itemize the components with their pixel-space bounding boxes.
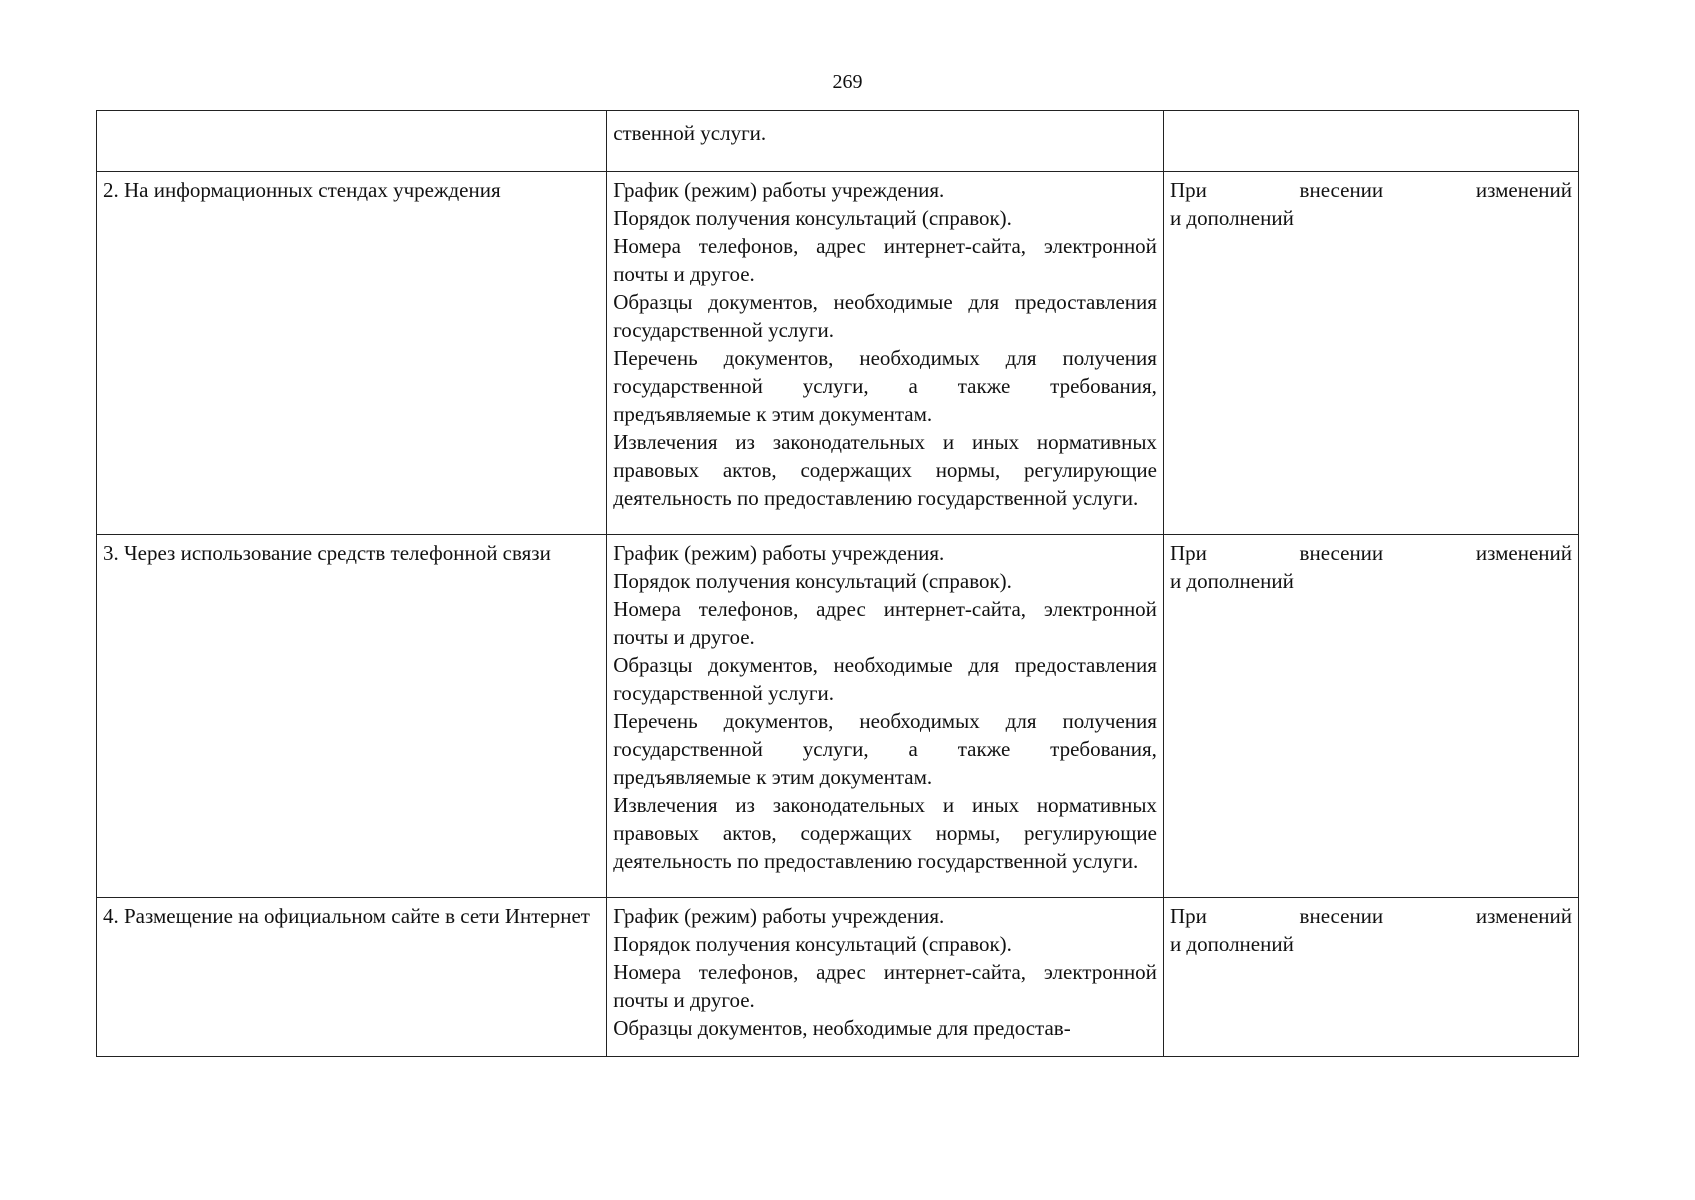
method-text: 4. Размещение на официальном сайте в сети Интернет — [103, 904, 590, 928]
content-cell — [607, 111, 1164, 172]
content-line: Порядок получения консультаций (справок). — [613, 206, 1012, 230]
content-line: Перечень документов, необходимых для получения государственной услуги, а также требования, предъявляемые к этим документам. — [613, 709, 1157, 789]
table-row — [97, 535, 1579, 898]
content-line: Номера телефонов, адрес интернет-сайта, электронной почты и другое. — [613, 597, 1157, 649]
content-line: ственной услуги. — [613, 121, 767, 145]
timing-line — [1170, 539, 1572, 567]
method-cell — [97, 535, 607, 898]
content-cell — [607, 172, 1164, 535]
timing-line — [1170, 176, 1572, 204]
timing-line: и дополнений — [1169, 932, 1294, 956]
timing-word: внесении — [1299, 541, 1384, 565]
timing-cell — [1163, 898, 1578, 1057]
method-cell — [97, 898, 607, 1057]
content-line: График (режим) работы учреждения. — [613, 904, 945, 928]
timing-line — [1170, 902, 1572, 930]
content-cell — [607, 898, 1164, 1057]
content-line: Перечень документов, необходимых для получения государственной услуги, а также требования, предъявляемые к этим документам. — [613, 346, 1157, 426]
content-cell — [607, 535, 1164, 898]
page-number: 269 — [832, 71, 863, 93]
content-line: Порядок получения консультаций (справок). — [613, 569, 1012, 593]
content-line: График (режим) работы учреждения. — [613, 178, 945, 202]
timing-word: изменений — [1475, 904, 1572, 928]
method-cell — [97, 111, 607, 172]
content-line: Порядок получения консультаций (справок). — [613, 932, 1012, 956]
content-line: Образцы документов, необходимые для предоставления государственной услуги. — [613, 290, 1157, 342]
timing-cell — [1163, 111, 1578, 172]
content-line: График (режим) работы учреждения. — [613, 541, 945, 565]
timing-word: изменений — [1475, 178, 1572, 202]
timing-word: При — [1169, 541, 1207, 565]
content-line: Извлечения из законодательных и иных нормативных правовых актов, содержащих нормы, регулирующие деятельность по предоставлению государственной услуги. — [613, 430, 1157, 510]
timing-line: и дополнений — [1169, 206, 1294, 230]
table-row — [97, 172, 1579, 535]
content-line: Номера телефонов, адрес интернет-сайта, электронной почты и другое. — [613, 234, 1157, 286]
method-cell — [97, 172, 607, 535]
method-text: 3. Через использование средств телефонной связи — [103, 541, 551, 565]
timing-line: и дополнений — [1169, 569, 1294, 593]
timing-word: внесении — [1299, 178, 1384, 202]
table-row — [97, 898, 1579, 1057]
method-text: 2. На информационных стендах учреждения — [103, 178, 501, 202]
timing-word: внесении — [1299, 904, 1384, 928]
timing-word: При — [1169, 178, 1207, 202]
timing-cell — [1163, 172, 1578, 535]
info-table — [96, 110, 1579, 1057]
timing-word: изменений — [1475, 541, 1572, 565]
content-line: Образцы документов, необходимые для предостав- — [613, 1016, 1071, 1040]
content-line: Образцы документов, необходимые для предоставления государственной услуги. — [613, 653, 1157, 705]
timing-cell — [1163, 535, 1578, 898]
table-row — [97, 111, 1579, 172]
content-line: Извлечения из законодательных и иных нормативных правовых актов, содержащих нормы, регулирующие деятельность по предоставлению государственной услуги. — [613, 793, 1157, 873]
timing-word: При — [1169, 904, 1207, 928]
content-line: Номера телефонов, адрес интернет-сайта, электронной почты и другое. — [613, 960, 1157, 1012]
